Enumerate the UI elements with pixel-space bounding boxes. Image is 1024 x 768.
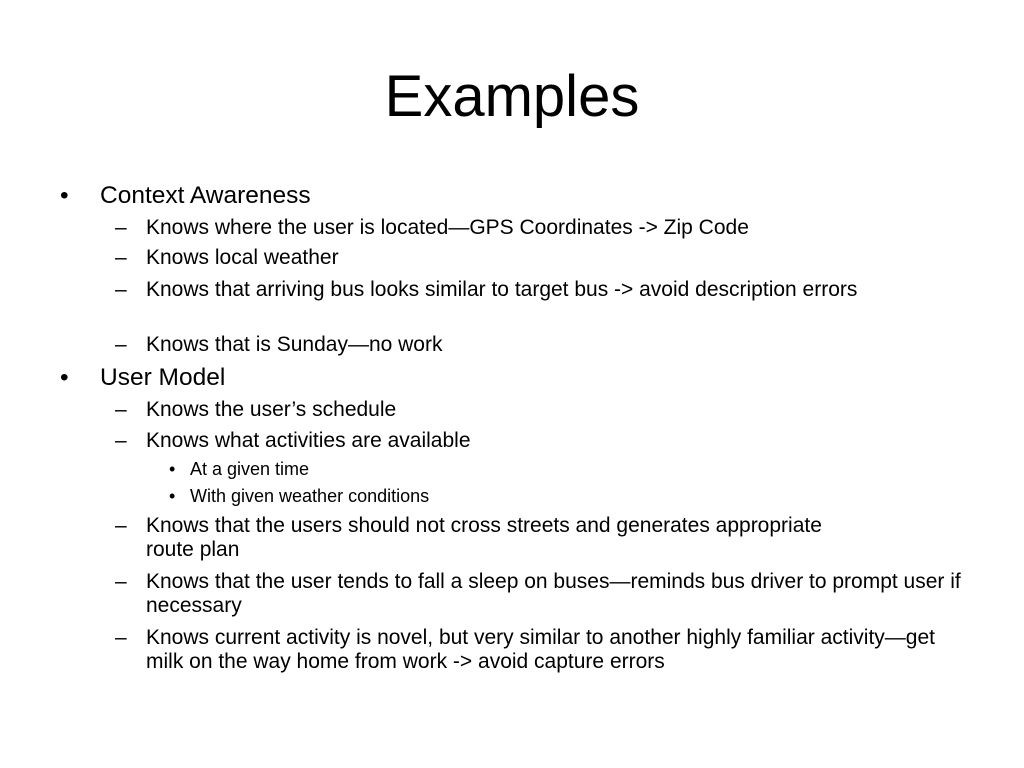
slide-title: Examples <box>384 64 640 129</box>
bullet-marker: • <box>60 182 69 209</box>
list-item-text: Knows local weather <box>146 246 339 269</box>
bullet-marker: – <box>115 514 127 537</box>
list-item-text: With given weather conditions <box>190 486 430 506</box>
bullet-marker: – <box>115 278 127 301</box>
list-item-text: Knows that arriving bus looks similar to target bus -> avoid description errors <box>146 278 858 301</box>
list-item-text: Knows that the user tends to fall a sleep on buses—reminds bus driver to prompt user if necessary <box>146 570 961 617</box>
bullet-marker: • <box>169 486 176 506</box>
list-item-text: Knows that is Sunday—no work <box>146 333 443 356</box>
list-item-text: User Model <box>100 364 226 391</box>
list-item-text: Knows the user’s schedule <box>146 398 397 421</box>
bullet-marker: – <box>115 429 127 452</box>
bullet-marker: – <box>115 626 127 649</box>
bullet-marker: – <box>115 246 127 269</box>
bullet-marker: • <box>169 459 176 479</box>
bullet-marker: – <box>115 570 127 593</box>
list-item-text: Knows what activities are available <box>146 429 471 452</box>
bullet-marker: – <box>115 333 127 356</box>
list-item-text: Knows where the user is located—GPS Coordinates -> Zip Code <box>146 216 749 239</box>
list-item-text: At a given time <box>190 459 310 479</box>
list-item-text: Knows current activity is novel, but very similar to another highly familiar activity—get milk on the way home from work -> avoid capture errors <box>146 626 935 673</box>
list-item-text: Knows that the users should not cross streets and generates appropriate route plan <box>146 514 822 561</box>
list-item-text: Context Awareness <box>100 182 311 209</box>
bullet-marker: • <box>60 364 69 391</box>
bullet-marker: – <box>115 398 127 421</box>
bullet-marker: – <box>115 216 127 239</box>
